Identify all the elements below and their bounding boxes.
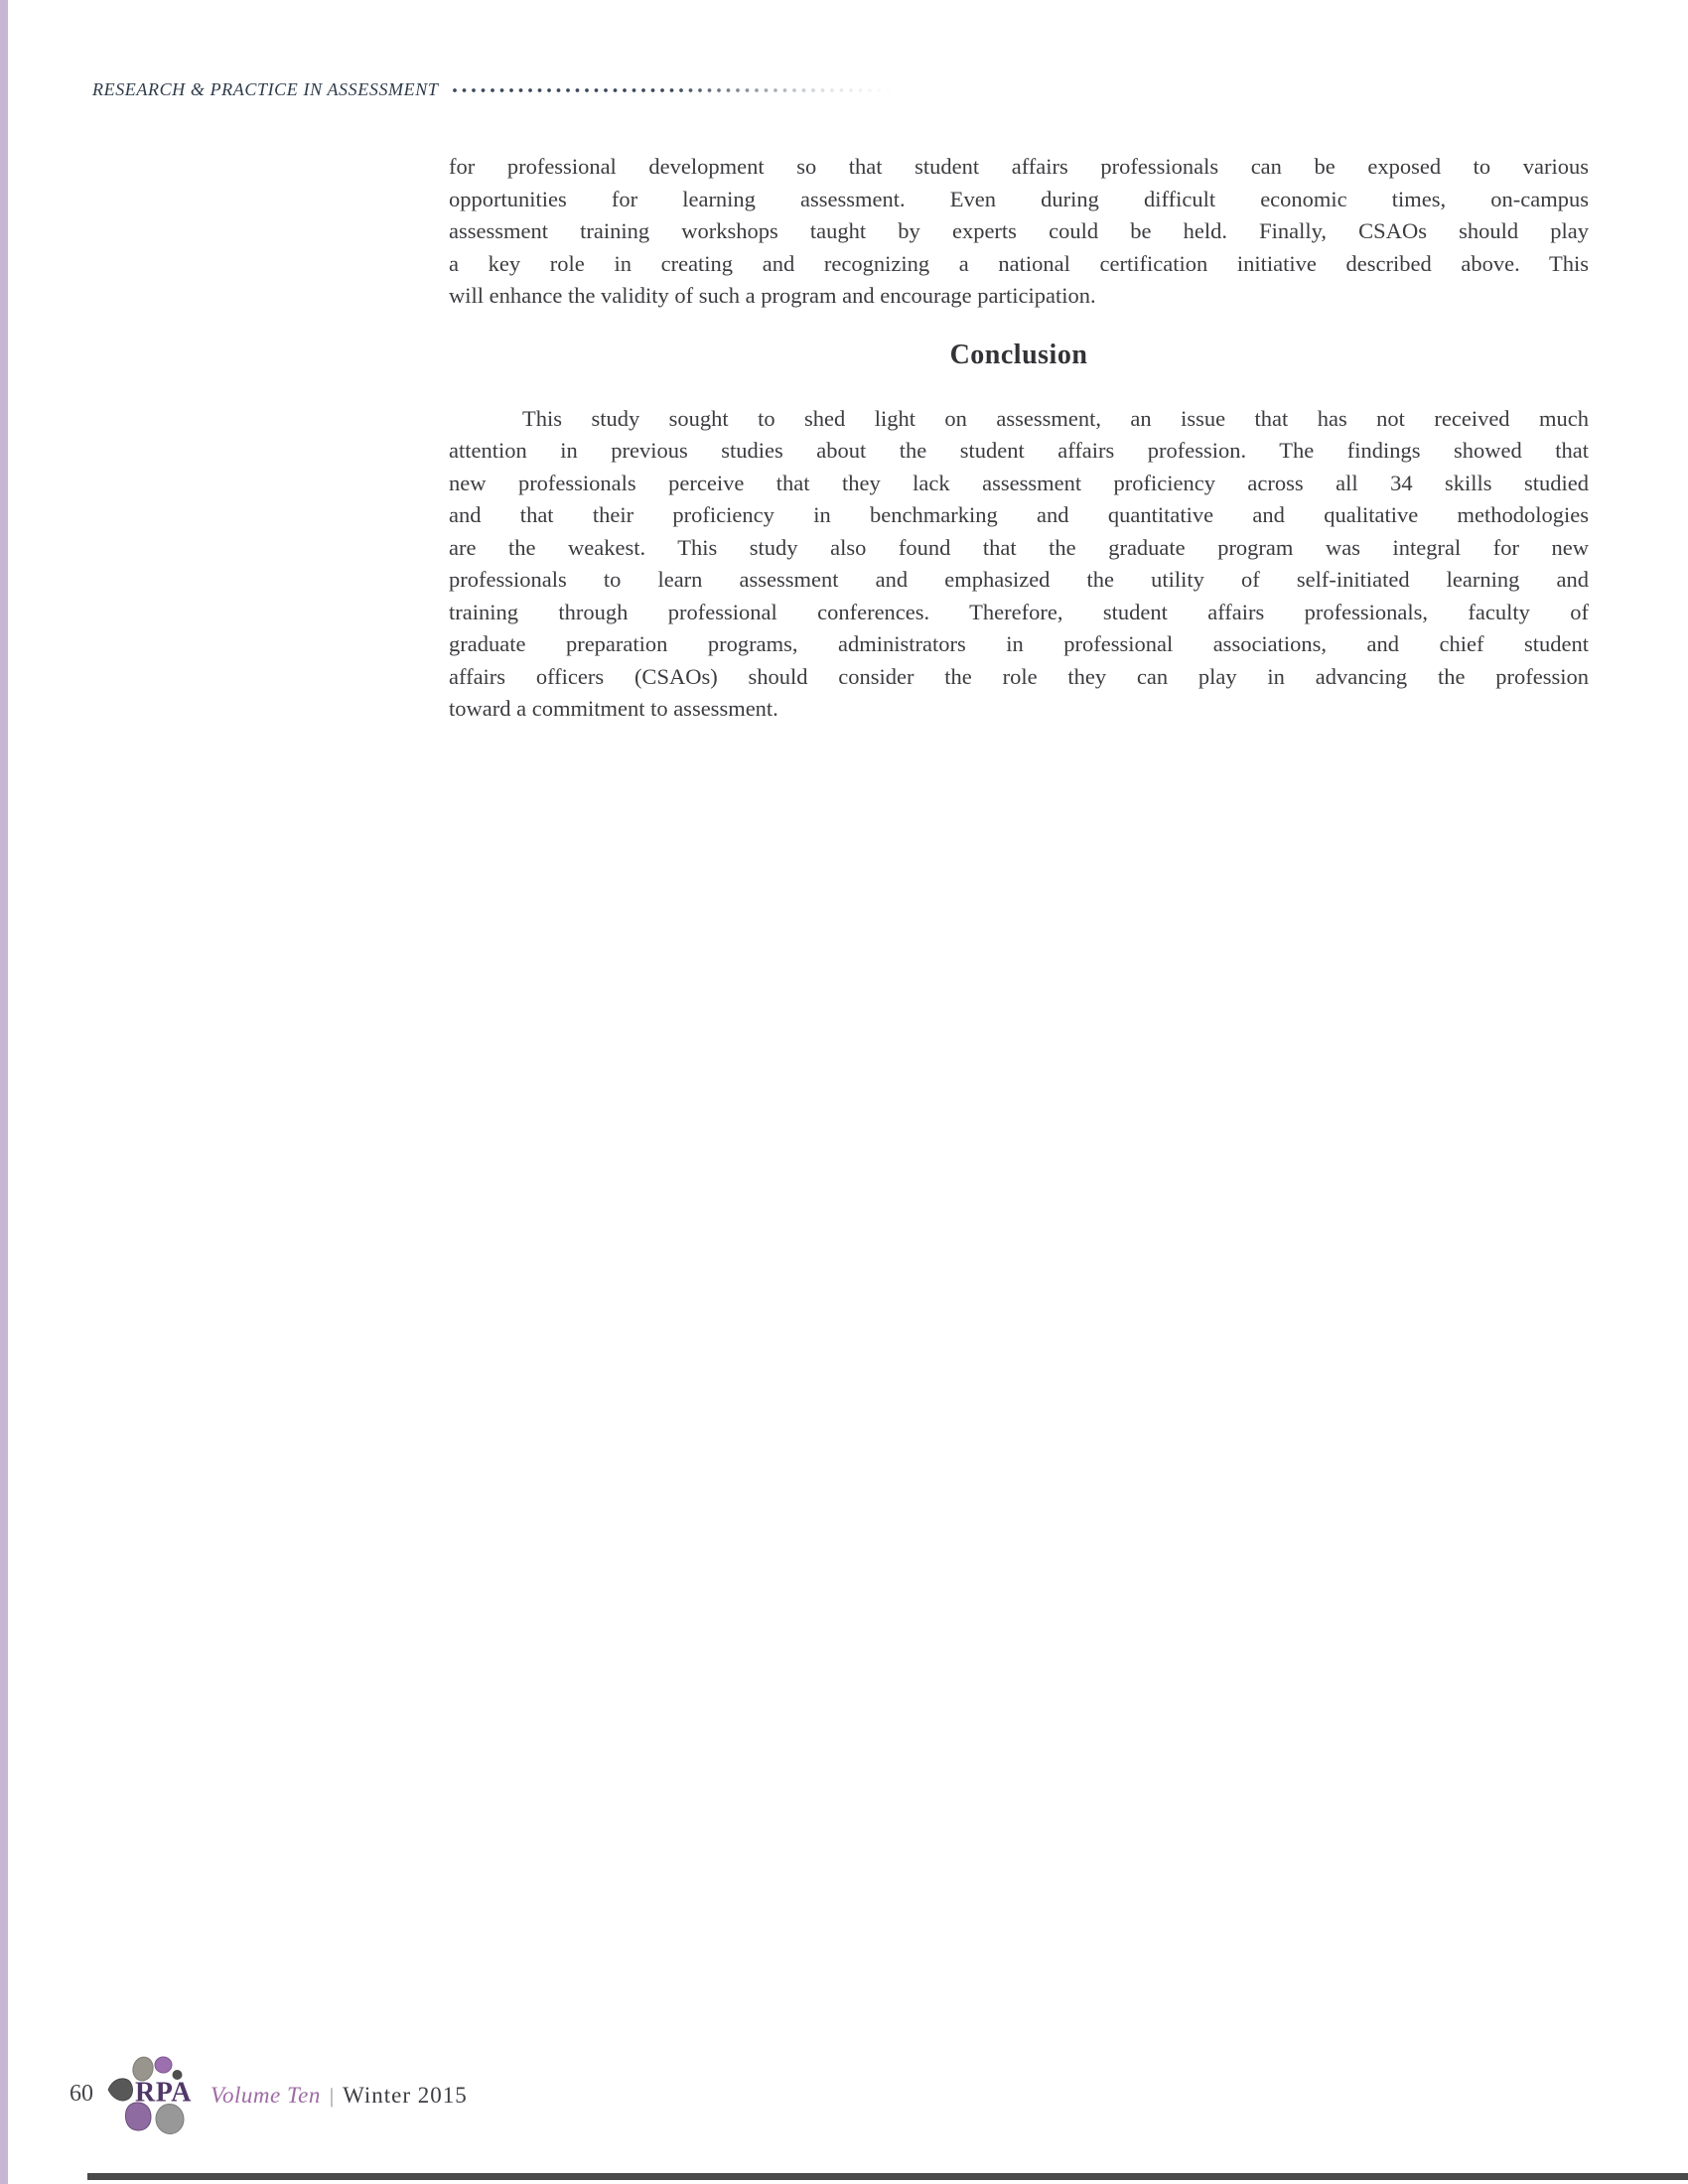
paragraph-line: for professional development so that student affairs professionals can be exposed to various bbox=[449, 154, 1589, 179]
main-text-column bbox=[449, 151, 1589, 726]
paragraph-line: graduate preparation programs, administrators in professional associations, and chief student bbox=[449, 631, 1589, 656]
footer-volume-line bbox=[211, 2083, 468, 2109]
volume-separator: | bbox=[329, 2084, 335, 2108]
paragraph-line: This study sought to shed light on assessment, an issue that has not received much bbox=[522, 405, 1589, 431]
paragraph-line: affairs officers (CSAOs) should consider the role they can play in advancing the profession bbox=[449, 663, 1589, 689]
rpa-logo-text: RPA bbox=[135, 2077, 192, 2109]
page-bottom-rule bbox=[87, 2173, 1688, 2180]
paragraph-line: training through professional conferences. Therefore, student affairs professionals, faculty of bbox=[449, 599, 1589, 624]
paragraph-line: assessment training workshops taught by experts could be held. Finally, CSAOs should play bbox=[449, 218, 1589, 243]
dotted-leader-rule bbox=[452, 87, 894, 93]
paragraph-conclusion bbox=[449, 403, 1589, 726]
petal-dark-left-icon bbox=[108, 2079, 133, 2101]
volume-label: Volume Ten bbox=[211, 2083, 321, 2108]
paragraph-line: attention in previous studies about the student affairs profession. The findings showed that bbox=[449, 438, 1589, 463]
paragraph-line: are the weakest. This study also found that the graduate program was integral for new bbox=[449, 534, 1589, 560]
paragraph-professional-development bbox=[449, 151, 1589, 313]
issue-label: Winter 2015 bbox=[343, 2083, 468, 2108]
paragraph-line: professionals to learn assessment and emphasized the utility of self-initiated learning and bbox=[449, 567, 1589, 592]
paragraph-line: new professionals perceive that they lack assessment proficiency across all 34 skills studied bbox=[449, 470, 1589, 495]
paragraph-line: and that their proficiency in benchmarking and quantitative and qualitative methodologies bbox=[449, 502, 1589, 527]
rpa-logo-icon bbox=[107, 2051, 207, 2142]
paragraph-line: a key role in creating and recognizing a national certification initiative described above. This bbox=[449, 250, 1589, 276]
petal-purple-top-icon bbox=[155, 2057, 172, 2073]
paragraph-line: will enhance the validity of such a program and encourage participation. bbox=[449, 283, 1096, 308]
journal-title: RESEARCH & PRACTICE IN ASSESSMENT bbox=[92, 79, 439, 99]
conclusion-heading: Conclusion bbox=[949, 339, 1088, 370]
running-header bbox=[92, 79, 894, 100]
page-number: 60 bbox=[70, 2081, 93, 2107]
page-edge-strip bbox=[0, 0, 8, 2184]
paragraph-line: opportunities for learning assessment. Even during difficult economic times, on-campus bbox=[449, 186, 1589, 211]
paragraph-line: toward a commitment to assessment. bbox=[449, 696, 778, 721]
